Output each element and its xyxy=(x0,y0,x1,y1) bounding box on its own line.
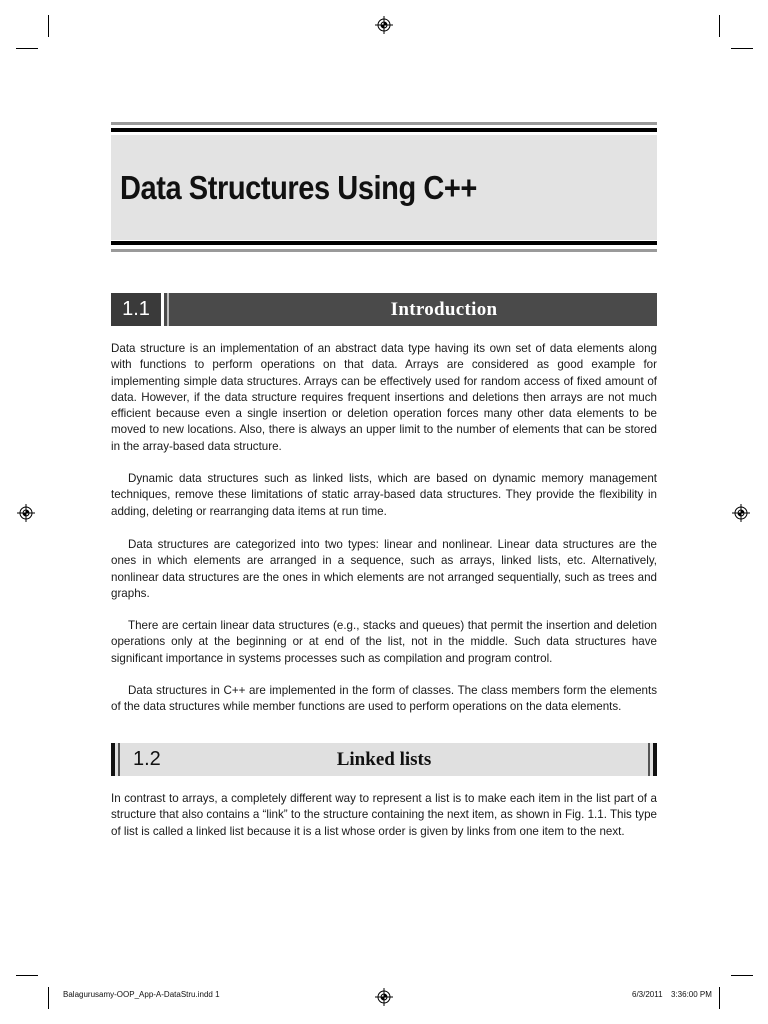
footer-time: 3:36:00 PM xyxy=(671,990,712,999)
title-rule-bottom xyxy=(111,241,657,245)
footer-file-name: Balagurusamy-OOP_App-A-DataStru.indd 1 xyxy=(63,990,220,999)
paragraph: Data structure is an implementation of an abstract data type having its own set of data elements along with functions to perform operations on that data. Arrays are considered as good example for implementing simple data structures. Arrays can be effectively used for random access of fixed amount of data. However, if the data structure requires frequent insertions and deletions then arrays are not much efficient because even a single insertion or deletion operation forces many other data elements to be moved to new locations. Also, there is always an upper limit to the number of elements that can be stored in the array-based data structure. xyxy=(111,342,657,453)
chapter-title-box xyxy=(111,135,657,240)
section-divider xyxy=(167,293,169,326)
crop-mark xyxy=(16,975,38,976)
section-divider xyxy=(648,743,650,776)
crop-mark xyxy=(719,15,720,37)
crop-mark xyxy=(48,987,49,1009)
crop-mark xyxy=(48,15,49,37)
crop-mark xyxy=(731,975,753,976)
crop-mark xyxy=(719,987,720,1009)
paragraph: In contrast to arrays, a completely different way to represent a list is to make each item in the list part of a structure that also contains a “link” to the structure containing the next item, as shown in Fig. 1.1. This type of list is called a linked list because it is a list whose order is given by links from one item to the next. xyxy=(111,792,657,838)
registration-mark-icon xyxy=(375,988,393,1006)
title-rule-top xyxy=(111,128,657,132)
crop-mark xyxy=(16,48,38,49)
paragraph: There are certain linear data structures (e.g., stacks and queues) that permit the insertion and deletion operations only at the beginning or at end of the list, not in the middle. Such data structures have significant importance in systems processes such as compilation and program control. xyxy=(111,619,657,665)
section-heading-introduction xyxy=(111,293,657,326)
paragraph: Dynamic data structures such as linked lists, which are based on dynamic memory management techniques, remove these limitations of static array-based data structures. They provide the flexibility in adding, deleting or rearranging data items at run time. xyxy=(111,472,657,518)
paragraph: Data structures are categorized into two types: linear and nonlinear. Linear data structures are the ones in which elements are arranged in a sequence, such as arrays, linked lists, etc. Alternatively, nonlinear data structures are the ones in which elements are not arranged sequentially, such as trees and graphs. xyxy=(111,538,657,600)
section-title: Introduction xyxy=(390,299,498,320)
title-rule-bottom xyxy=(111,249,657,252)
crop-mark xyxy=(731,48,753,49)
section-divider xyxy=(161,293,164,326)
chapter-title: Data Structures Using C++ xyxy=(120,169,477,206)
registration-mark-icon xyxy=(17,504,35,522)
registration-mark-icon xyxy=(732,504,750,522)
registration-mark-icon xyxy=(375,16,393,34)
section-divider xyxy=(653,743,657,776)
section-number: 1.1 xyxy=(111,293,161,326)
title-rule-top xyxy=(111,122,657,125)
section-number: 1.2 xyxy=(133,748,161,770)
paragraph: Data structures in C++ are implemented in the form of classes. The class members form the elements of the data structures while member functions are used to perform operations on the data elements. xyxy=(111,684,657,714)
section-title: Linked lists xyxy=(336,749,432,770)
section-heading-linked-lists xyxy=(111,743,657,776)
footer-date: 6/3/2011 xyxy=(632,990,663,999)
